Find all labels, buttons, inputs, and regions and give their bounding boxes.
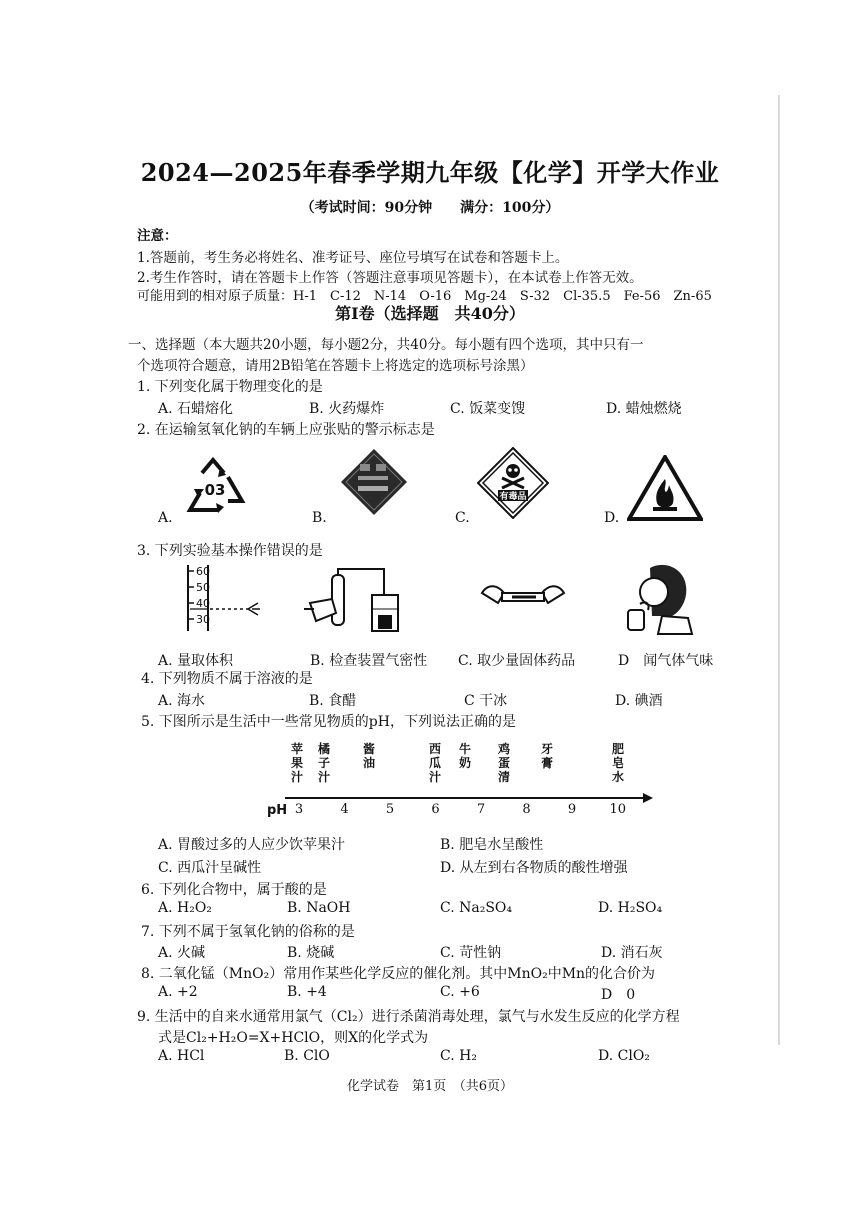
graduated-cylinder-icon	[180, 563, 265, 633]
exam-title: 2024—2025年春季学期九年级【化学】开学大作业	[140, 158, 720, 187]
q5-option-c: C. 西瓜汁呈碱性	[158, 860, 262, 876]
q4-option-a: A. 海水	[158, 693, 206, 709]
toxic-sign-icon	[477, 447, 549, 519]
q2-option-d: D.	[604, 510, 620, 526]
airtightness-apparatus-icon	[302, 565, 407, 635]
q4-option-b: B. 食醋	[309, 693, 357, 709]
ph-substance-toothpaste: 牙 膏	[540, 742, 553, 770]
ph-substance-egg-white: 鸡 蛋 清	[497, 742, 510, 784]
cylinder-tick-60: 60	[196, 565, 210, 578]
q7-option-c: C. 苛性钠	[440, 945, 502, 961]
q8-option-b: B. +4	[287, 984, 327, 1000]
q1-option-c: C. 饭菜变馊	[450, 401, 526, 417]
part1-intro-line2: 个选项符合题意，请用2B铅笔在答题卡上将选定的选项标号涂黑）	[137, 358, 534, 374]
atomic-masses: 可能用到的相对原子质量：H-1 C-12 N-14 O-16 Mg-24 S-32 Cl-35.5 Fe-56 Zn-65	[137, 289, 712, 304]
ph-tick-10: 10	[609, 802, 627, 817]
q4-option-c: C 干冰	[464, 693, 508, 709]
recycle-number: 03	[204, 481, 226, 499]
section-title: 第Ⅰ卷（选择题 共40分）	[335, 304, 525, 323]
page-footer: 化学试卷 第1页 （共6页）	[346, 1079, 514, 1094]
q9-option-a: A. HCl	[158, 1048, 205, 1064]
ph-substance-watermelon-juice: 西 瓜 汁	[428, 742, 441, 784]
cylinder-tick-50: 50	[196, 581, 210, 594]
notice-line-2: 2.考生作答时，请在答题卡上作答（答题注意事项见答题卡），在本试卷上作答无效。	[137, 270, 643, 286]
q7-option-a: A. 火碱	[158, 945, 206, 961]
q1-option-d: D. 蜡烛燃烧	[606, 401, 682, 417]
ph-substance-soy-sauce: 酱 油	[362, 742, 375, 770]
notice-heading: 注意：	[137, 228, 178, 244]
q9-stem-line1: 9. 生活中的自来水通常用氯气（Cl₂）进行杀菌消毒处理，氯气与水发生反应的化学方程	[137, 1009, 680, 1025]
ph-substance-soap-water: 肥 皂 水	[611, 742, 624, 784]
toxic-sign-text: 有毒品	[499, 492, 527, 502]
ph-substance-orange-juice: 橘 子 汁	[317, 742, 330, 784]
q7-stem: 7. 下列不属于氢氧化钠的俗称的是	[141, 924, 355, 940]
recycle-icon	[180, 455, 250, 517]
q8-stem: 8. 二氧化锰（MnO₂）常用作某些化学反应的催化剂。其中MnO₂中Mn的化合价为	[141, 966, 656, 982]
q2-option-a: A.	[158, 510, 173, 526]
solid-reagent-icon	[478, 573, 568, 623]
q9-stem-line2: 式是Cl₂+H₂O=X+HClO，则X的化学式为	[158, 1030, 429, 1046]
q3-option-c: C. 取少量固体药品	[458, 653, 576, 669]
exam-subtitle: （考试时间：90分钟 满分：100分）	[300, 200, 560, 216]
q7-option-b: B. 烧碱	[287, 945, 335, 961]
flammable-sign-icon	[627, 455, 703, 521]
scan-edge-line	[778, 95, 780, 1045]
q1-option-b: B. 火药爆炸	[309, 401, 385, 417]
q5-stem: 5. 下图所示是生活中一些常见物质的pH，下列说法正确的是	[141, 714, 516, 730]
notice-line-1: 1.答题前，考生务必将姓名、准考证号、座位号填写在试卷和答题卡上。	[137, 250, 569, 266]
q9-option-d: D. ClO₂	[598, 1048, 650, 1064]
q2-option-b: B.	[312, 510, 327, 526]
smelling-gas-icon	[622, 560, 697, 635]
q4-stem: 4. 下列物质不属于溶液的是	[141, 671, 313, 687]
ph-tick-7: 7	[476, 802, 486, 817]
part1-intro-line1: 一、选择题（本大题共20小题，每小题2分，共40分。每小题有四个选项，其中只有一	[128, 337, 644, 353]
q6-option-b: B. NaOH	[287, 900, 351, 916]
ph-tick-8: 8	[522, 802, 531, 817]
ph-tick-6: 6	[431, 802, 440, 817]
ph-substance-milk: 牛 奶	[458, 742, 471, 770]
q2-stem: 2. 在运输氢氧化钠的车辆上应张贴的警示标志是	[137, 422, 435, 438]
corrosive-sign-icon	[340, 448, 408, 516]
q1-stem: 1. 下列变化属于物理变化的是	[137, 379, 323, 395]
q8-option-a: A. +2	[158, 984, 198, 1000]
q9-option-b: B. ClO	[284, 1048, 330, 1064]
ph-tick-4: 4	[340, 802, 349, 817]
ph-axis-label: pH	[267, 803, 288, 818]
q8-option-c: C. +6	[440, 984, 480, 1000]
cylinder-tick-30: 30	[196, 613, 210, 626]
q5-option-a: A. 胃酸过多的人应少饮苹果汁	[158, 837, 346, 853]
cylinder-tick-40: 40	[196, 597, 210, 610]
q4-option-d: D. 碘酒	[615, 693, 663, 709]
q3-option-a: A. 量取体积	[158, 653, 234, 669]
q3-option-d: D 闻气体气味	[618, 653, 714, 669]
ph-tick-3: 3	[294, 802, 304, 817]
q8-option-d: D 0	[601, 987, 636, 1003]
q3-stem: 3. 下列实验基本操作错误的是	[137, 543, 323, 559]
q7-option-d: D. 消石灰	[601, 945, 663, 961]
ph-scale	[265, 790, 655, 820]
ph-substance-apple-juice: 苹 果 汁	[290, 742, 303, 784]
q3-option-b: B. 检查装置气密性	[310, 653, 428, 669]
q6-option-d: D. H₂SO₄	[598, 900, 663, 916]
ph-tick-5: 5	[385, 802, 395, 817]
ph-tick-9: 9	[567, 802, 577, 817]
q6-option-a: A. H₂O₂	[158, 900, 212, 916]
q6-stem: 6. 下列化合物中，属于酸的是	[141, 882, 327, 898]
q9-option-c: C. H₂	[440, 1048, 477, 1064]
q1-option-a: A. 石蜡熔化	[158, 401, 234, 417]
q6-option-c: C. Na₂SO₄	[440, 900, 513, 916]
q5-option-b: B. 肥皂水呈酸性	[440, 837, 544, 853]
q5-option-d: D. 从左到右各物质的酸性增强	[440, 860, 628, 876]
q2-option-c: C.	[455, 510, 470, 526]
